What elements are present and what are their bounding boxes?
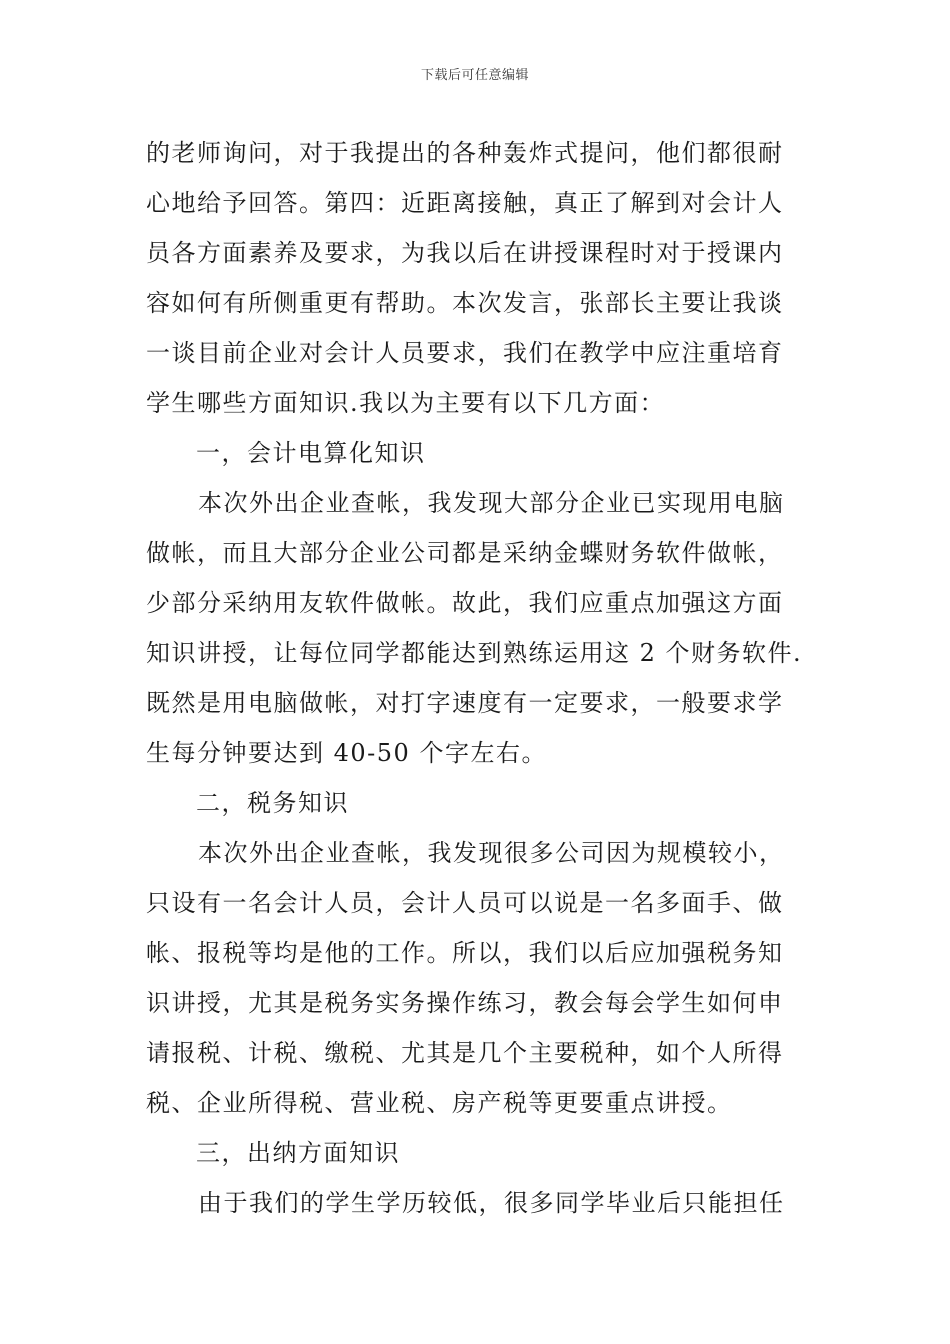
section-heading: 二，税务知识 (196, 789, 349, 817)
paragraph-first-line: 本次外出企业查帐，我发现很多公司因为规模较小， (198, 839, 785, 867)
text-line: 识讲授，尤其是税务实务操作练习，教会每会学生如何申 (146, 989, 784, 1017)
text-line: 一谈目前企业对会计人员要求，我们在教学中应注重培育 (146, 339, 784, 367)
text-line: 生每分钟要达到 40-50 个字左右。 (146, 739, 547, 767)
text-line: 学生哪些方面知识.我以为主要有以下几方面： (146, 389, 666, 417)
text-line: 容如何有所侧重更有帮助。本次发言，张部长主要让我谈 (146, 289, 784, 317)
text-line: 帐、报税等均是他的工作。所以，我们以后应加强税务知 (146, 939, 784, 967)
paragraph-first-line: 由于我们的学生学历较低，很多同学毕业后只能担任 (198, 1189, 785, 1217)
text-line: 的老师询问，对于我提出的各种轰炸式提问，他们都很耐 (146, 139, 784, 167)
section-heading: 三，出纳方面知识 (196, 1139, 400, 1167)
page-header-note: 下载后可任意编辑 (420, 68, 529, 83)
paragraph-first-line: 本次外出企业查帐，我发现大部分企业已实现用电脑 (198, 489, 785, 517)
text-line: 做帐，而且大部分企业公司都是采纳金蝶财务软件做帐， (146, 539, 784, 567)
text-line: 心地给予回答。第四：近距离接触，真正了解到对会计人 (146, 189, 784, 217)
section-heading: 一，会计电算化知识 (196, 439, 426, 467)
text-line: 员各方面素养及要求，为我以后在讲授课程时对于授课内 (146, 239, 784, 267)
text-line: 只设有一名会计人员，会计人员可以说是一名多面手、做 (146, 889, 784, 917)
text-line: 既然是用电脑做帐，对打字速度有一定要求，一般要求学 (146, 689, 784, 717)
text-line: 税、企业所得税、营业税、房产税等更要重点讲授。 (146, 1089, 733, 1117)
text-line: 少部分采纳用友软件做帐。故此，我们应重点加强这方面 (146, 589, 784, 617)
text-line: 知识讲授，让每位同学都能达到熟练运用这 2 个财务软件. (146, 639, 803, 667)
document-body (146, 128, 806, 1228)
text-line: 请报税、计税、缴税、尤其是几个主要税种，如个人所得 (146, 1039, 784, 1067)
